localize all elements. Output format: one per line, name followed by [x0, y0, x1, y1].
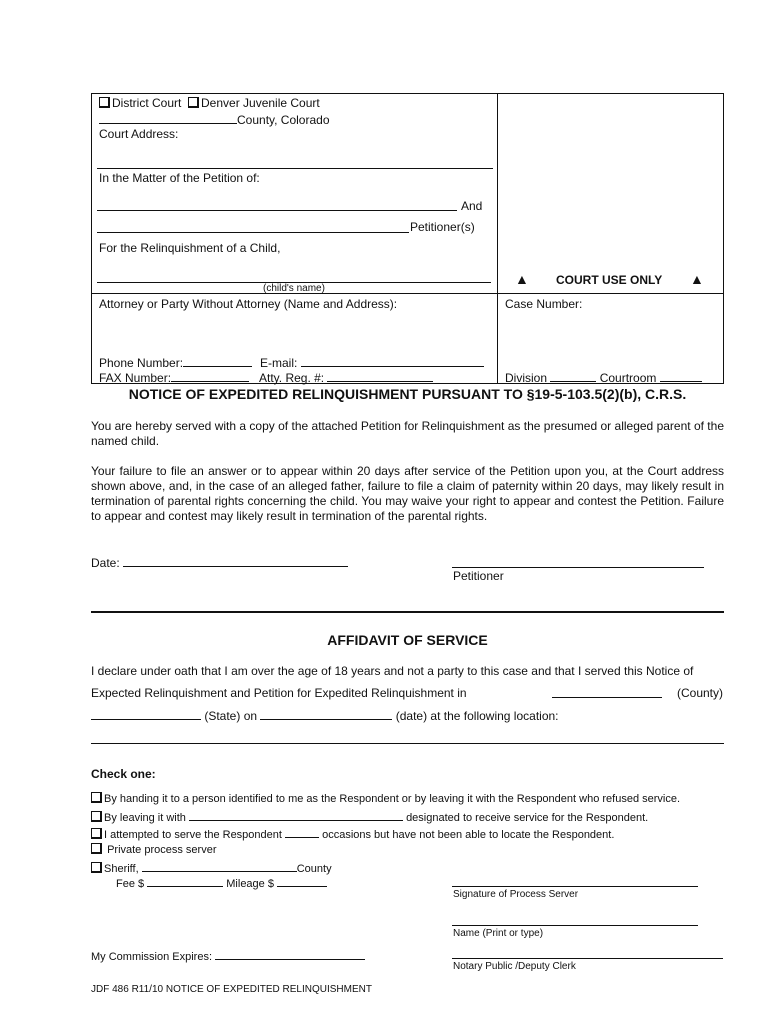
district-court-label: District Court	[112, 96, 182, 110]
caption-box	[91, 93, 724, 384]
option-3-label-a: I attempted to serve the Respondent	[104, 829, 282, 841]
email-label: E-mail:	[260, 356, 298, 370]
process-server-signature-line[interactable]	[452, 886, 698, 887]
option-5-checkbox[interactable]	[91, 862, 102, 873]
option-4-label: Private process server	[107, 844, 217, 856]
county-blank[interactable]	[99, 112, 237, 124]
denver-juvenile-court-checkbox[interactable]	[188, 97, 199, 108]
option-5-label-a: Sheriff,	[104, 863, 139, 875]
phone-row	[99, 355, 252, 371]
name-print-line[interactable]	[452, 925, 698, 926]
denver-juvenile-court-label: Denver Juvenile Court	[201, 96, 320, 110]
section-divider	[91, 611, 724, 613]
petitioner-line-2[interactable]	[97, 232, 409, 233]
service-option-4	[91, 843, 217, 857]
check-one-label: Check one:	[91, 767, 156, 781]
county-served-row	[552, 686, 662, 702]
notice-paragraph-1: You are hereby served with a copy of the attached Petition for Relinquishment as the presumed or alleged parent of the named child.	[91, 419, 724, 448]
attorney-label: Attorney or Party Without Attorney (Name and Address):	[99, 297, 398, 311]
fee-label: Fee $	[116, 878, 145, 890]
court-address-line[interactable]	[97, 168, 493, 169]
petitioner-signature-line[interactable]	[452, 567, 704, 568]
triangle-up-icon: ▲	[690, 271, 704, 287]
atty-reg-label: Atty. Reg. #:	[259, 371, 325, 385]
mileage-label: Mileage $	[226, 878, 274, 890]
affidavit-line-1: I declare under oath that I am over the age of 18 years and not a party to this case and that I served this Notice of	[91, 664, 694, 678]
option-3-checkbox[interactable]	[91, 828, 102, 839]
atty-reg-row	[259, 370, 433, 386]
case-number-label: Case Number:	[505, 297, 583, 311]
notice-paragraph-2: Your failure to file an answer or to appear within 20 days after service of the Petition upon you, at the Court address shown above, and, in the case of an alleged father, failure to file a claim of paternity within 20 days, may likely result in termination of parental rights concerning the child. You may waive your right to appear and contest the Petition. Failure to appear and contest may likely result in termination of the parental rights.	[91, 464, 724, 523]
division-row	[505, 370, 702, 386]
phone-label: Phone Number:	[99, 356, 184, 370]
relinquishment-label: For the Relinquishment of a Child,	[99, 241, 281, 255]
option-2-label-a: By leaving it with	[104, 812, 186, 824]
name-print-label: Name (Print or type)	[453, 928, 544, 939]
notary-signature-line[interactable]	[452, 958, 723, 959]
matter-label: In the Matter of the Petition of:	[99, 171, 260, 185]
service-option-3	[91, 826, 614, 842]
date-label: Date:	[91, 556, 120, 570]
affidavit-title: AFFIDAVIT OF SERVICE	[327, 632, 488, 648]
triangle-up-icon: ▲	[515, 271, 529, 287]
state-on-label: (State) on	[204, 709, 258, 723]
caption-horizontal-divider	[91, 293, 724, 294]
process-server-signature-label: Signature of Process Server	[453, 889, 579, 900]
designee-blank[interactable]	[189, 809, 403, 821]
court-address-label: Court Address:	[99, 127, 179, 141]
affidavit-line-3	[91, 708, 559, 724]
division-label: Division	[505, 371, 548, 385]
phone-blank[interactable]	[183, 355, 252, 367]
email-blank[interactable]	[301, 355, 484, 367]
petitioner-label: Petitioner	[453, 569, 504, 583]
location-line[interactable]	[91, 743, 724, 744]
option-2-checkbox[interactable]	[91, 811, 102, 822]
atty-reg-blank[interactable]	[327, 370, 433, 382]
service-option-5	[91, 860, 332, 876]
fax-row	[99, 370, 249, 386]
date-location-label: (date) at the following location:	[395, 709, 559, 723]
court-use-only-label: COURT USE ONLY	[556, 273, 663, 287]
form-footer: JDF 486 R11/10 NOTICE OF EXPEDITED RELINQUISHMENT	[91, 984, 372, 995]
fax-label: FAX Number:	[99, 371, 172, 385]
date-blank[interactable]	[123, 555, 348, 567]
notice-title: NOTICE OF EXPEDITED RELINQUISHMENT PURSUANT TO §19-5-103.5(2)(b), C.R.S.	[128, 386, 687, 402]
county-colorado-label: County, Colorado	[237, 113, 330, 127]
commission-row	[91, 948, 365, 964]
and-label: And	[461, 199, 483, 213]
county-row	[99, 112, 330, 128]
occasions-blank[interactable]	[285, 826, 319, 838]
sheriff-county-blank[interactable]	[142, 860, 297, 872]
courtroom-blank[interactable]	[660, 370, 702, 382]
petitioners-label: Petitioner(s)	[410, 220, 475, 234]
state-blank[interactable]	[91, 708, 201, 720]
option-1-checkbox[interactable]	[91, 792, 102, 803]
option-1-label: By handing it to a person identified to me as the Respondent or by leaving it with the Respondent who refused service.	[104, 793, 681, 805]
option-4-checkbox[interactable]	[91, 843, 102, 854]
date-row	[91, 555, 348, 571]
fee-blank[interactable]	[147, 875, 223, 887]
county-served-blank[interactable]	[552, 686, 662, 698]
childs-name-label: (child's name)	[263, 283, 325, 294]
notary-label: Notary Public /Deputy Clerk	[453, 961, 576, 972]
fee-row	[116, 875, 327, 891]
service-option-1	[91, 792, 680, 806]
mileage-blank[interactable]	[277, 875, 327, 887]
caption-vertical-divider	[497, 93, 498, 384]
district-court-checkbox[interactable]	[99, 97, 110, 108]
option-2-label-b: designated to receive service for the Respondent.	[406, 812, 649, 824]
service-option-2	[91, 809, 648, 825]
court-type-row	[99, 96, 320, 111]
petitioner-line-1[interactable]	[97, 210, 457, 211]
email-row	[260, 355, 484, 371]
courtroom-label: Courtroom	[599, 371, 657, 385]
option-3-label-b: occasions but have not been able to locate the Respondent.	[322, 829, 615, 841]
fax-blank[interactable]	[171, 370, 249, 382]
option-5-label-b: County	[296, 863, 332, 875]
commission-blank[interactable]	[215, 948, 365, 960]
division-blank[interactable]	[550, 370, 596, 382]
commission-label: My Commission Expires:	[91, 951, 213, 963]
affidavit-line-2: Expected Relinquishment and Petition for Expedited Relinquishment in	[91, 686, 467, 700]
county-label: (County)	[677, 686, 724, 700]
service-date-blank[interactable]	[260, 708, 392, 720]
